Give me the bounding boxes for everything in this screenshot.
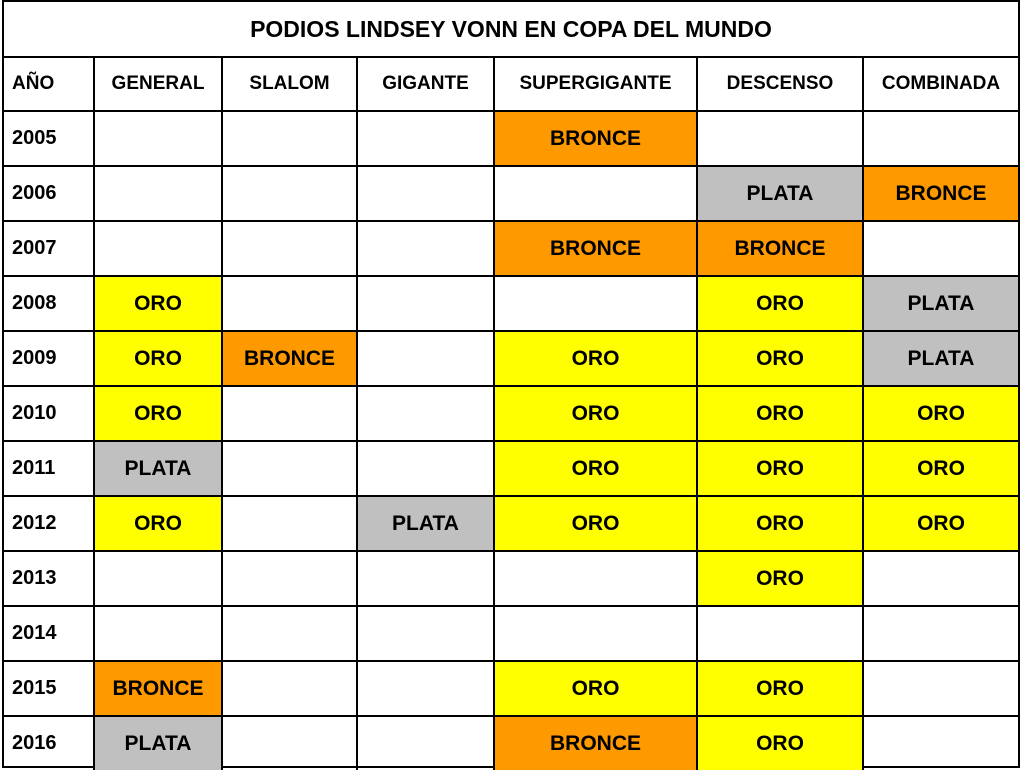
podium-cell-slalom [222,551,357,606]
podium-cell-gigante [357,111,494,166]
year-cell: 2006 [4,166,94,221]
podium-cell-gigante [357,166,494,221]
podium-cell-general: ORO [94,386,222,441]
podium-cell-combinada [863,716,1018,770]
podium-cell-supergigante: ORO [494,331,697,386]
podium-cell-descenso: ORO [697,661,863,716]
header-gigante: GIGANTE [357,58,494,111]
podium-cell-supergigante: ORO [494,386,697,441]
podium-cell-descenso: ORO [697,496,863,551]
table-row [4,551,1018,606]
table-row [4,716,1018,770]
podium-cell-combinada: ORO [863,441,1018,496]
podium-cell-combinada: ORO [863,386,1018,441]
table-row [4,386,1018,441]
table-row [4,276,1018,331]
podium-cell-gigante [357,221,494,276]
podium-cell-descenso: ORO [697,551,863,606]
header-row [4,58,1018,111]
podium-cell-gigante: PLATA [357,496,494,551]
podium-cell-supergigante [494,606,697,661]
podium-cell-slalom [222,276,357,331]
podium-cell-descenso [697,606,863,661]
podium-cell-general: PLATA [94,716,222,770]
header-supergigante: SUPERGIGANTE [494,58,697,111]
podium-cell-general: ORO [94,276,222,331]
podium-cell-combinada [863,111,1018,166]
podium-cell-slalom [222,606,357,661]
podium-cell-general [94,606,222,661]
podium-cell-slalom [222,716,357,770]
podium-cell-general: ORO [94,496,222,551]
header-combinada: COMBINADA [863,58,1018,111]
podium-cell-descenso: PLATA [697,166,863,221]
podium-cell-supergigante: BRONCE [494,111,697,166]
podium-cell-supergigante [494,166,697,221]
podium-cell-slalom [222,441,357,496]
podium-cell-gigante [357,716,494,770]
podium-cell-slalom [222,496,357,551]
podium-cell-gigante [357,276,494,331]
podium-cell-slalom [222,166,357,221]
year-cell: 2013 [4,551,94,606]
header-year: AÑO [4,58,94,111]
table-title: PODIOS LINDSEY VONN EN COPA DEL MUNDO [4,2,1018,58]
podium-cell-supergigante: BRONCE [494,716,697,770]
podium-cell-slalom [222,221,357,276]
podium-cell-supergigante: BRONCE [494,221,697,276]
table-row [4,606,1018,661]
table-row [4,166,1018,221]
podium-cell-supergigante [494,551,697,606]
podium-cell-combinada: ORO [863,496,1018,551]
podium-cell-combinada: BRONCE [863,166,1018,221]
podium-cell-general [94,221,222,276]
podium-cell-supergigante: ORO [494,496,697,551]
year-cell: 2012 [4,496,94,551]
table-body [4,111,1018,770]
podium-cell-slalom: BRONCE [222,331,357,386]
table-row [4,111,1018,166]
podium-cell-gigante [357,551,494,606]
podium-cell-combinada [863,606,1018,661]
table-row [4,221,1018,276]
podium-cell-supergigante [494,276,697,331]
year-cell: 2016 [4,716,94,770]
podium-cell-combinada [863,661,1018,716]
podium-cell-gigante [357,606,494,661]
podium-cell-gigante [357,441,494,496]
podium-cell-descenso: BRONCE [697,221,863,276]
table-row [4,496,1018,551]
podium-cell-descenso: ORO [697,386,863,441]
podium-cell-combinada: PLATA [863,331,1018,386]
podium-cell-combinada [863,551,1018,606]
table-row [4,331,1018,386]
year-cell: 2005 [4,111,94,166]
podium-cell-gigante [357,661,494,716]
year-cell: 2015 [4,661,94,716]
podium-cell-general [94,166,222,221]
table-row [4,441,1018,496]
podium-cell-descenso [697,111,863,166]
year-cell: 2008 [4,276,94,331]
podium-cell-general: BRONCE [94,661,222,716]
podium-cell-descenso: ORO [697,716,863,770]
podium-cell-descenso: ORO [697,331,863,386]
podium-cell-descenso: ORO [697,441,863,496]
podium-table [4,58,1018,770]
podium-cell-supergigante: ORO [494,441,697,496]
year-cell: 2014 [4,606,94,661]
year-cell: 2010 [4,386,94,441]
podium-cell-gigante [357,331,494,386]
podium-cell-combinada: PLATA [863,276,1018,331]
podium-cell-general [94,551,222,606]
podium-cell-slalom [222,661,357,716]
podium-cell-general: PLATA [94,441,222,496]
table-row [4,661,1018,716]
header-general: GENERAL [94,58,222,111]
podium-cell-combinada [863,221,1018,276]
header-descenso: DESCENSO [697,58,863,111]
podium-cell-general [94,111,222,166]
podium-cell-slalom [222,386,357,441]
podium-cell-supergigante: ORO [494,661,697,716]
year-cell: 2011 [4,441,94,496]
podium-cell-descenso: ORO [697,276,863,331]
podium-cell-general: ORO [94,331,222,386]
podium-cell-gigante [357,386,494,441]
podium-table-frame [2,0,1020,768]
header-slalom: SLALOM [222,58,357,111]
year-cell: 2007 [4,221,94,276]
podium-cell-slalom [222,111,357,166]
year-cell: 2009 [4,331,94,386]
